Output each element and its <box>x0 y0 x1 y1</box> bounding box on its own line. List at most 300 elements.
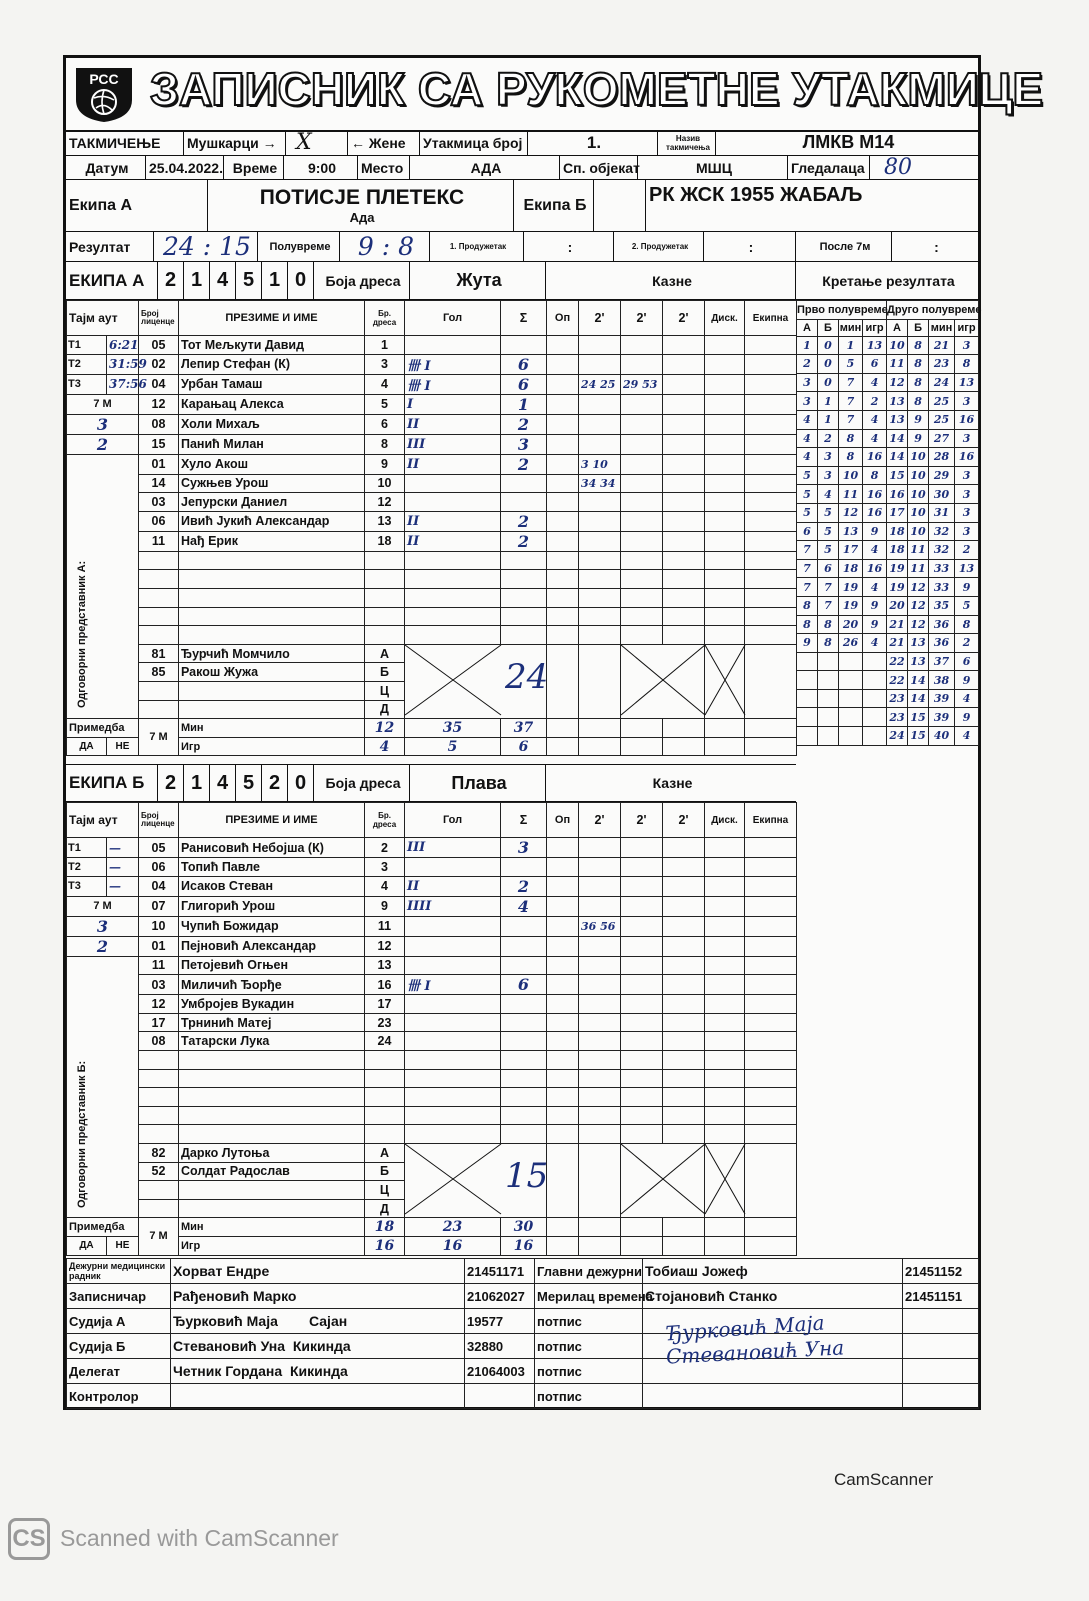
empty-cell <box>405 1125 501 1144</box>
table-row <box>67 434 797 454</box>
empty-cell <box>705 1125 745 1144</box>
empty-cell <box>179 588 365 607</box>
player-goal-sum <box>501 1032 547 1051</box>
progress-col-header: Б <box>908 319 929 336</box>
official-name: Солдат Радослав <box>179 1162 365 1181</box>
player-team-pen <box>745 936 797 956</box>
table-row <box>67 1125 797 1144</box>
official-row <box>67 1309 979 1334</box>
progress-cell: 5 <box>818 541 839 560</box>
sum-header: Σ <box>501 301 547 336</box>
progress-cell: 18 <box>887 541 908 560</box>
empty-cell <box>663 1069 705 1088</box>
player-license: 08 <box>139 1032 179 1051</box>
official-name: Ђурчић Момчило <box>179 644 365 663</box>
empty-cell <box>179 1125 365 1144</box>
empty-cell <box>663 1050 705 1069</box>
player-goal-sum <box>501 956 547 975</box>
player-penalty-3 <box>663 531 705 551</box>
warn-header: Оп <box>547 301 579 336</box>
spectators-value: 80 <box>884 155 912 180</box>
table-row <box>67 454 797 474</box>
player-penalty-2 <box>621 936 663 956</box>
progress-cell: 12 <box>908 596 929 615</box>
player-warning <box>547 336 579 355</box>
player-disq <box>705 896 745 916</box>
team-code-digit: 2 <box>158 765 184 801</box>
empty-cell <box>745 626 797 645</box>
player-goal-sum: 2 <box>501 454 547 474</box>
empty-cell <box>745 1088 797 1107</box>
player-jersey: 1 <box>365 336 405 355</box>
official-name-2 <box>643 1384 903 1409</box>
official-name <box>179 681 365 700</box>
player-team-pen <box>745 876 797 896</box>
table-row <box>67 1013 797 1032</box>
table-row <box>67 1088 797 1107</box>
progress-cell: 7 <box>839 410 863 429</box>
player-penalty-2 <box>621 414 663 434</box>
official-role-2: Главни дежурни <box>535 1259 643 1284</box>
empty-cell <box>365 1069 405 1088</box>
half-score: 9 : 8 <box>340 232 430 261</box>
team-a-penalties-label: Казне <box>546 262 796 299</box>
official-license-2: 21451152 <box>903 1259 979 1284</box>
player-penalty-1 <box>579 434 621 454</box>
player-disq <box>705 454 745 474</box>
player-penalty-1 <box>579 896 621 916</box>
player-penalty-1 <box>579 858 621 877</box>
seven-m-cell: 35 <box>405 719 501 738</box>
player-disq <box>705 1013 745 1032</box>
progress-cell: 4 <box>955 689 979 708</box>
progress-cell <box>797 671 818 690</box>
progress-cell: 6 <box>818 559 839 578</box>
table-row <box>67 570 797 589</box>
player-goal-marks: I <box>405 394 501 414</box>
player-penalty-2 <box>621 896 663 916</box>
empty-cell <box>547 1069 579 1088</box>
progress-cell <box>863 671 887 690</box>
player-penalty-2 <box>621 354 663 374</box>
official-name <box>179 700 365 719</box>
team-b-code <box>158 765 314 801</box>
player-disq <box>705 531 745 551</box>
empty-cell <box>621 1125 663 1144</box>
disq-cross <box>705 644 745 718</box>
empty-cell <box>139 570 179 589</box>
team-a-name-cell <box>208 180 514 231</box>
seven-m-value: 2 <box>67 936 139 956</box>
seven-m-cell <box>663 1218 705 1237</box>
player-name: Холи Михаљ <box>179 414 365 434</box>
teams-row <box>66 180 978 232</box>
official-name <box>171 1384 465 1409</box>
official-license: 85 <box>139 663 179 682</box>
progress-cell <box>863 689 887 708</box>
empty-cell <box>663 551 705 570</box>
team-b-name: РК ЖСК 1955 ЖАБАЉ <box>649 184 863 206</box>
progress-cell: 21 <box>929 336 955 355</box>
player-penalty-3 <box>663 936 705 956</box>
player-goal-marks <box>405 936 501 956</box>
empty-cell <box>365 1088 405 1107</box>
official-name: Хорват Ендре <box>171 1259 465 1284</box>
team-total-goals: 15 <box>505 1155 549 1196</box>
player-penalty-2 <box>621 858 663 877</box>
player-penalty-2: 29 53 <box>621 374 663 394</box>
seven-m-cell: 23 <box>405 1218 501 1237</box>
empty-cell <box>705 1106 745 1125</box>
team-code-digit: 2 <box>262 765 288 801</box>
player-goal-sum <box>501 493 547 512</box>
progress-cell: 5 <box>797 485 818 504</box>
progress-cell: 8 <box>908 373 929 392</box>
player-goal-marks <box>405 1013 501 1032</box>
empty-cell <box>139 588 179 607</box>
official-license <box>139 1199 179 1218</box>
empty-cell <box>139 1050 179 1069</box>
empty-cell <box>579 1050 621 1069</box>
player-name: Ивић Јукић Александар <box>179 511 365 531</box>
progress-cell: 12 <box>839 503 863 522</box>
player-goal-sum: 2 <box>501 876 547 896</box>
player-warning <box>547 876 579 896</box>
player-team-pen <box>745 531 797 551</box>
progress-cell: 11 <box>839 485 863 504</box>
progress-cell <box>818 708 839 727</box>
progress-cell: 14 <box>887 429 908 448</box>
player-disq <box>705 995 745 1014</box>
progress-cell: 9 <box>863 596 887 615</box>
player-name: Панић Милан <box>179 434 365 454</box>
official-role: Дежурни медицински радник <box>67 1259 171 1284</box>
progress-cell <box>818 652 839 671</box>
empty-cell <box>365 551 405 570</box>
empty-cell <box>365 607 405 626</box>
empty-cell <box>745 1050 797 1069</box>
p2-header: 2' <box>621 301 663 336</box>
empty-cell <box>663 607 705 626</box>
empty-cell <box>501 1106 547 1125</box>
half-label: Полувреме <box>258 232 340 261</box>
empty-cell <box>405 626 501 645</box>
timeout-label: T1 <box>67 838 107 858</box>
team-code-digit: 4 <box>210 262 236 299</box>
progress-cell: 6 <box>863 355 887 374</box>
player-team-pen <box>745 374 797 394</box>
license-header: Број лиценце <box>139 803 179 838</box>
player-disq <box>705 876 745 896</box>
player-warning <box>547 995 579 1014</box>
empty-cell <box>405 570 501 589</box>
official-name: Ђурковић Маја Сајан <box>171 1309 465 1334</box>
player-warning <box>547 454 579 474</box>
progress-cell: 9 <box>955 671 979 690</box>
player-penalty-1: 3 10 <box>579 454 621 474</box>
seven-m-cell <box>621 719 663 738</box>
progress-cell: 13 <box>887 410 908 429</box>
player-penalty-1 <box>579 493 621 512</box>
official-role: А <box>365 1143 405 1162</box>
player-warning <box>547 896 579 916</box>
player-name: Јепурски Даниел <box>179 493 365 512</box>
progress-row <box>797 596 979 615</box>
player-goal-marks <box>405 916 501 936</box>
player-jersey: 18 <box>365 531 405 551</box>
empty-cell <box>745 588 797 607</box>
warn-blank <box>547 644 579 718</box>
seven-igr-label: Игр <box>179 737 365 756</box>
empty-cell <box>405 551 501 570</box>
official-name: Стевановић Уна Кикинда <box>171 1334 465 1359</box>
seven-m-cell: 6 <box>501 737 547 756</box>
player-warning <box>547 916 579 936</box>
progress-cell: 32 <box>929 541 955 560</box>
player-goal-marks: III <box>405 434 501 454</box>
player-warning <box>547 531 579 551</box>
player-goal-sum: 2 <box>501 511 547 531</box>
progress-col-header: мин <box>839 319 863 336</box>
table-row <box>67 336 797 355</box>
empty-cell <box>365 626 405 645</box>
seven-m-cell <box>579 737 621 756</box>
empty-cell <box>139 1125 179 1144</box>
empty-cell <box>365 1050 405 1069</box>
player-team-pen <box>745 354 797 374</box>
player-team-pen <box>745 434 797 454</box>
goals-header: Гол <box>405 803 501 838</box>
player-name: Трнинић Матеј <box>179 1013 365 1032</box>
progress-cell: 4 <box>797 429 818 448</box>
timeout-header: Тајм аут <box>67 803 139 838</box>
progress-cell: 21 <box>887 615 908 634</box>
progress-cell: 5 <box>797 466 818 485</box>
progress-cell: 16 <box>863 485 887 504</box>
progress-cell: 15 <box>908 708 929 727</box>
official-name <box>179 1199 365 1218</box>
table-header-row <box>67 301 797 336</box>
progress-cell: 26 <box>839 634 863 653</box>
empty-cell <box>501 1050 547 1069</box>
progress-cell: 31 <box>929 503 955 522</box>
empty-cell <box>139 607 179 626</box>
seven-m-value: 3 <box>67 414 139 434</box>
progress-cell: 8 <box>797 596 818 615</box>
table-row <box>67 1032 797 1051</box>
progress-cell: 19 <box>839 578 863 597</box>
progress-cell: 7 <box>818 596 839 615</box>
player-name: Ранисовић Небојша (К) <box>179 838 365 858</box>
official-license-2 <box>903 1384 979 1409</box>
progress-cell: 7 <box>818 578 839 597</box>
player-goal-marks: IIII <box>405 896 501 916</box>
official-role-2: потпис <box>535 1359 643 1384</box>
progress-cell: 28 <box>929 448 955 467</box>
player-license: 14 <box>139 474 179 493</box>
license-header: Број лиценце <box>139 301 179 336</box>
official-role: Ц <box>365 681 405 700</box>
team-header: Екипна <box>745 301 797 336</box>
table-row <box>67 474 797 493</box>
progress-cell: 17 <box>887 503 908 522</box>
progress-cell: 5 <box>955 596 979 615</box>
official-license-2 <box>903 1334 979 1359</box>
official-role: Б <box>365 663 405 682</box>
progress-header-row <box>797 301 979 320</box>
progress-cell: 6 <box>955 652 979 671</box>
player-name: Хуло Акош <box>179 454 365 474</box>
official-role: Д <box>365 1199 405 1218</box>
player-penalty-1: 34 34 <box>579 474 621 493</box>
name-header: ПРЕЗИМЕ И ИМЕ <box>179 803 365 838</box>
empty-cell <box>405 1088 501 1107</box>
player-name: Глигорић Урош <box>179 896 365 916</box>
progress-row <box>797 708 979 727</box>
progress-cell: 13 <box>839 522 863 541</box>
seven-m-cell <box>579 1236 621 1255</box>
warn-blank <box>547 1143 579 1217</box>
empty-cell <box>705 570 745 589</box>
player-penalty-2 <box>621 454 663 474</box>
progress-cell: 23 <box>887 708 908 727</box>
progress-cell <box>863 708 887 727</box>
player-disq <box>705 511 745 531</box>
progress-cell: 9 <box>955 578 979 597</box>
player-jersey: 3 <box>365 858 405 877</box>
player-name: Миличић Ђорђе <box>179 975 365 995</box>
progress-cell: 16 <box>955 448 979 467</box>
progress-cell <box>818 671 839 690</box>
progress-cell <box>863 652 887 671</box>
progress-cell: 3 <box>955 503 979 522</box>
player-penalty-2 <box>621 956 663 975</box>
player-jersey: 13 <box>365 511 405 531</box>
progress-row <box>797 559 979 578</box>
official-license: 81 <box>139 644 179 663</box>
empty-cell <box>705 588 745 607</box>
seven-m-label: 7 М <box>67 394 139 414</box>
progress-cell: 16 <box>863 503 887 522</box>
table-row <box>67 896 797 916</box>
player-penalty-1: 24 25 <box>579 374 621 394</box>
empty-cell <box>547 551 579 570</box>
empty-cell <box>663 1125 705 1144</box>
progress-cell: 2 <box>955 541 979 560</box>
progress-cell: 10 <box>887 336 908 355</box>
player-jersey: 16 <box>365 975 405 995</box>
progress-cell: 13 <box>887 392 908 411</box>
official-license: 19577 <box>465 1309 535 1334</box>
player-name: Нађ Ерик <box>179 531 365 551</box>
timeout-label: T1 <box>67 336 107 355</box>
official-role-2: потпис <box>535 1384 643 1409</box>
seven-m-cell: 37 <box>501 719 547 738</box>
progress-cell: 8 <box>863 466 887 485</box>
player-goal-sum <box>501 474 547 493</box>
progress-cell <box>839 727 863 746</box>
player-penalty-3 <box>663 394 705 414</box>
camscanner-logo-icon: CS <box>8 1518 50 1560</box>
progress-cell: 13 <box>908 634 929 653</box>
progress-cell <box>839 708 863 727</box>
seven-m-cell <box>579 719 621 738</box>
official-license: 21062027 <box>465 1284 535 1309</box>
progress-cell: 4 <box>818 485 839 504</box>
team-a-city: Ада <box>349 210 375 225</box>
player-license: 11 <box>139 531 179 551</box>
progress-cell: 4 <box>863 429 887 448</box>
empty-cell <box>139 551 179 570</box>
player-disq <box>705 354 745 374</box>
player-jersey: 2 <box>365 838 405 858</box>
progress-cell: 4 <box>863 410 887 429</box>
player-warning <box>547 975 579 995</box>
empty-cell <box>501 570 547 589</box>
progress-cell: 20 <box>839 615 863 634</box>
team-b-kit: Плава <box>410 765 546 801</box>
progress-cell: 6 <box>797 522 818 541</box>
progress-cell: 7 <box>839 392 863 411</box>
progress-cell: 1 <box>818 410 839 429</box>
team-a-kit-label: Боја дреса <box>314 262 410 299</box>
progress-cell: 38 <box>929 671 955 690</box>
player-goal-sum <box>501 1013 547 1032</box>
progress-col-header: А <box>797 319 818 336</box>
player-penalty-3 <box>663 1013 705 1032</box>
referee-b-signature: Стевановић Уна <box>665 1335 845 1369</box>
progress-cell: 9 <box>955 708 979 727</box>
player-team-pen <box>745 511 797 531</box>
progress-cell: 25 <box>929 410 955 429</box>
empty-cell <box>579 551 621 570</box>
table-row <box>67 956 797 975</box>
player-license: 07 <box>139 896 179 916</box>
player-goal-marks: II <box>405 876 501 896</box>
seven-m-cell: 12 <box>365 719 405 738</box>
seven-m-cell <box>745 1218 797 1237</box>
hall-label: Сп. објекат <box>560 156 638 179</box>
player-jersey: 6 <box>365 414 405 434</box>
progress-cell: 10 <box>908 522 929 541</box>
empty-cell <box>179 1069 365 1088</box>
progress-cell: 4 <box>863 634 887 653</box>
official-role: Судија А <box>67 1309 171 1334</box>
player-warning <box>547 474 579 493</box>
progress-cell: 4 <box>863 578 887 597</box>
team-code-digit: 1 <box>184 262 210 299</box>
player-penalty-1 <box>579 336 621 355</box>
team-code-digit: 1 <box>184 765 210 801</box>
player-penalty-1 <box>579 1013 621 1032</box>
progress-cell: 10 <box>908 503 929 522</box>
team-a-table <box>66 300 797 756</box>
seven-m-cell <box>547 1218 579 1237</box>
empty-cell <box>547 1106 579 1125</box>
progress-cell: 5 <box>839 355 863 374</box>
progress-cell <box>839 652 863 671</box>
progress-cell: 4 <box>863 541 887 560</box>
player-goal-marks <box>405 1032 501 1051</box>
progress-col-header: мин <box>929 319 955 336</box>
official-license: 21451171 <box>465 1259 535 1284</box>
seven-m-row <box>67 1218 797 1237</box>
progress-cell: 8 <box>839 448 863 467</box>
seven-m-cell <box>547 1236 579 1255</box>
progress-cell: 13 <box>955 559 979 578</box>
progress-cell <box>797 652 818 671</box>
goals-header: Гол <box>405 301 501 336</box>
